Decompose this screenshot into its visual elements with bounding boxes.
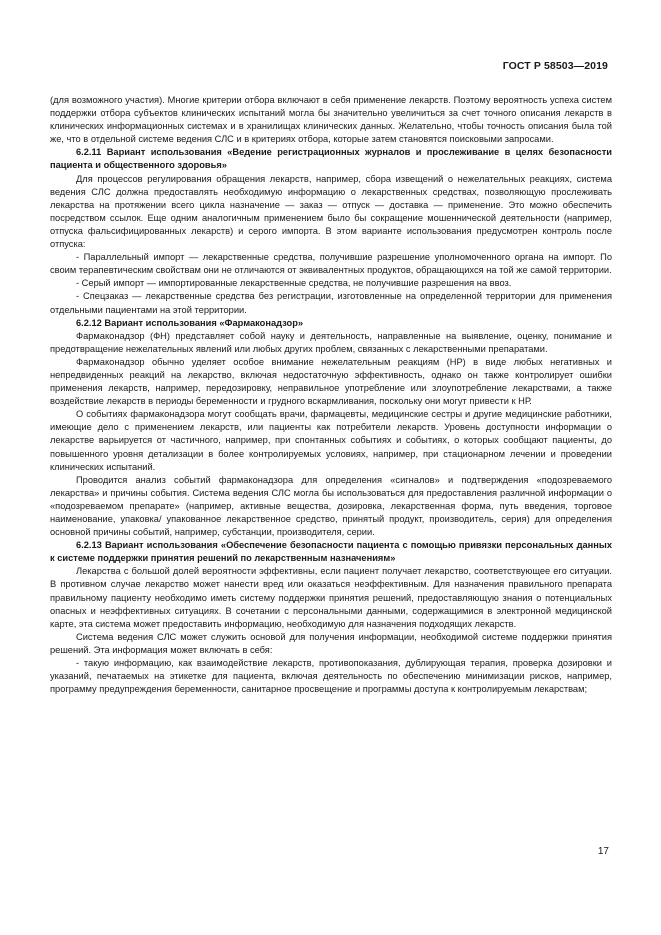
body-paragraph: О событиях фармаконадзора могут сообщать врачи, фармацевты, медицинские сестры и другие медицинские работники, имеющие дело с применением лекарств, или пациенты как потребители лекарств. Уровень доступности информации о лекарстве варьируется от частичного, например, при спонтанных событиях и событиях, о которых сообщают пациенты, до повышенного уровня детализации в более контролируемых условиях, например, при стационарном лечении и проведении клинических испытаний.	[50, 409, 612, 472]
page-number: 17	[597, 846, 609, 857]
list-item: - Параллельный импорт — лекарственные средства, получившие разрешение уполномоченного органа на импорт. По своим терапевтическим свойствам они не отличаются от эквивалентных продуктов, обращающихся на той же самой территории.	[50, 252, 612, 276]
section-heading-6-2-12: 6.2.12 Вариант использования «Фармаконадзор»	[76, 317, 304, 328]
document-body	[50, 94, 612, 696]
body-paragraph: Для процессов регулирования обращения лекарств, например, сбора извещений о нежелательных реакциях, система ведения СЛС должна предоставлять необходимую информацию о лекарственных средствах, позволяющую прослеживать лекарства на протяжении всего цикла назначение — заказ — отпуск — доставка — применение. Это можно обеспечить посредством ссылок. Еще одним аналогичным применением было бы сокращение мошеннической деятельности (например, отпуска фальсифицированных лекарств) и серого импорта. В этом варианте использования предусмотрен контроль после отпуска:	[50, 173, 612, 250]
document-code: ГОСТ Р 58503—2019	[502, 60, 608, 72]
list-item: - Спецзаказ — лекарственные средства без регистрации, изготовленные на определенной территории для применения отдельными пациентами на этой территории.	[50, 291, 612, 315]
list-item: - Серый импорт — импортированные лекарственные средства, не получившие разрешения на ввоз.	[76, 278, 512, 289]
section-heading-6-2-13: 6.2.13 Вариант использования «Обеспечение безопасности пациента с помощью привязки персональных данных к системе поддержки принятия решений по лекарственным назначениям»	[50, 540, 612, 564]
body-paragraph: Лекарства с большой долей вероятности эффективны, если пациент получает лекарство, соответствующее его ситуации. В противном случае лекарство может нанести вред или оказаться неэффективным. Для назначения правильного препарата правильному пациенту необходимо иметь систему поддержки принятия решений, предоставляющую знания о потенциальных опасных и неэффективных ситуациях. В сочетании с персональными данными, содержащимися в электронной медицинской карте, эта система может предоставить информацию, необходимую для назначения подходящих лекарств.	[50, 566, 612, 629]
body-paragraph: Фармаконадзор (ФН) представляет собой науку и деятельность, направленные на выявление, оценку, понимание и предотвращение нежелательных явлений или любых других проблем, связанных с лекарственными препаратами.	[50, 330, 612, 354]
list-item: - такую информацию, как взаимодействие лекарств, противопоказания, дублирующая терапия, проверка дозировки и указаний, печатаемых на этикетке для пациента, включая деятельность по обеспечению минимизации рисков, например, программу предупреждения беременности, санитарное просвещение и программы доступа к контролируемым лекарствам;	[50, 658, 612, 695]
body-paragraph: Проводится анализ событий фармаконадзора для определения «сигналов» и подтверждения «подозреваемого лекарства» и причины события. Система ведения СЛС могла бы использоваться для предоставления различной информации о «подозреваемом препарате» (например, активные вещества, дозировка, лекарственная форма, путь введения, торговое наименование, упаковка/ упакованное лекарственное средство, принятый продукт, производитель, серия) для определения основной причины событий, например, субстанции, производителя, серии.	[50, 474, 612, 538]
body-paragraph: Система ведения СЛС может служить основой для получения информации, необходимой системе поддержки принятия решений. Эта информация может включать в себя:	[50, 631, 612, 655]
body-paragraph: (для возможного участия). Многие критерии отбора включают в себя применение лекарств. Поэтому вероятность успеха систем поддержки отбора субъектов клинических испытаний могла бы значительно увеличиться за счет точного описания лекарств в клинических информационных системах и в хранилищах клинических данных. Желательно, чтобы точность описания была той же, что в отдельной системе ведения СЛС и в критериях отбора, которые затем становятся поисковыми запросами.	[50, 95, 612, 145]
body-paragraph: Фармаконадзор обычно уделяет особое внимание нежелательным реакциям (НР) в виде любых негативных и непредвиденных реакций на лекарство, включая недостаточную эффективность, однако он также контролирует ошибки применения лекарств, например, передозировку, неправильное употребление или злоупотребление лекарствами, а также воздействие лекарств в периоды беременности и грудного вскармливания, поскольку они могут привести к НР.	[50, 356, 612, 407]
section-heading-6-2-11: 6.2.11 Вариант использования «Ведение регистрационных журналов и прослеживание в целях безопасности пациента и общественного здоровья»	[50, 147, 612, 171]
